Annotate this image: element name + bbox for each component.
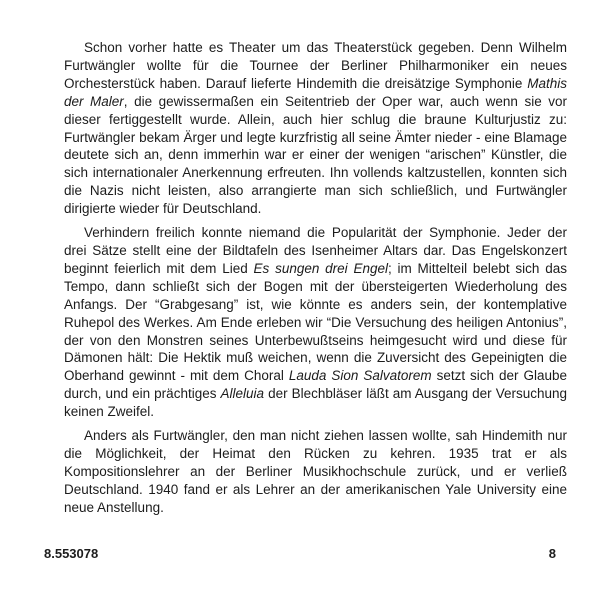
text-run: Anders als Furtwängler, den man nicht ziehen lassen wollte, sah Hindemith nur die Möglichkeit, der Heimat den Rücken zu kehren. 1935 trat er als Kompositionslehrer an der Berliner Musikhochschule zurück, und er verließ Deutschland. 1940 fand er als Lehrer an der amerikanischen Yale University eine neue Anstellung.	[64, 428, 567, 515]
page-number: 8	[548, 546, 556, 561]
text-run: Schon vorher hatte es Theater um das Theaterstück gegeben. Denn Wilhelm Furtwängler wollte für die Tournee der Berliner Philharmoniker ein neues Orchesterstück haben. Darauf lieferte Hindemith die dreisätzige Symphonie	[64, 40, 567, 91]
italic-title: Es sungen drei Engel	[253, 260, 388, 276]
text-run: der Blechbläser läßt am Ausgang der Versuchung keinen Zweifel.	[64, 386, 567, 420]
text-run: setzt sich der Glaube durch, und ein prächtiges	[64, 368, 567, 402]
paragraph	[64, 39, 567, 218]
catalogue-number: 8.553078	[44, 546, 99, 561]
italic-title: Mathis der Maler	[64, 75, 567, 109]
italic-title: Alleluia	[220, 386, 265, 402]
text-run: , die gewissermaßen ein Seitentrieb der Oper war, auch wenn sie vor dieser fertiggestellt wurde. Allein, auch hier schlug die braune Kulturjustiz zu: Furtwängler bekam Ärger und legte kurzfristig all seine Ämter nieder - eine Blamage deutete sich an, denn immerhin war er einer der wenigen “arischen” Künstler, die sich internationaler Anerkennung erfreuten. Ihn vollends kaltzustellen, konnten sich die Nazis nicht leisten, also arrangierte man sich schließlich, und Furtwängler dirigierte wieder für Deutschland.	[64, 93, 567, 217]
body-text	[64, 39, 567, 523]
text-run: ; im Mittelteil belebt sich das Tempo, dann schließt sich der Bogen mit der übersteigerten Wiederholung des Anfangs. Der “Grabgesang” ist, wie könnte es anders sein, der kontemplative Ruhepol des Werkes. Am Ende erleben wir “Die Versuchung des heiligen Antonius”, der von den Monstren seines Unterbewußtseins heimgesucht wird und diese für Dämonen hält: Die Hektik muß weichen, wenn die Zuversicht des Gepeinigten die Oberhand gewinnt - mit dem Choral	[64, 260, 567, 384]
paragraph	[64, 427, 567, 517]
paragraph	[64, 224, 567, 421]
italic-title: Lauda Sion Salvatorem	[288, 368, 432, 384]
text-run: Verhindern freilich konnte niemand die Popularität der Symphonie. Jeder der drei Sätze stellt eine der Bildtafeln des Isenheimer Altars dar. Das Engelskonzert beginnt feierlich mit dem Lied	[64, 225, 567, 276]
